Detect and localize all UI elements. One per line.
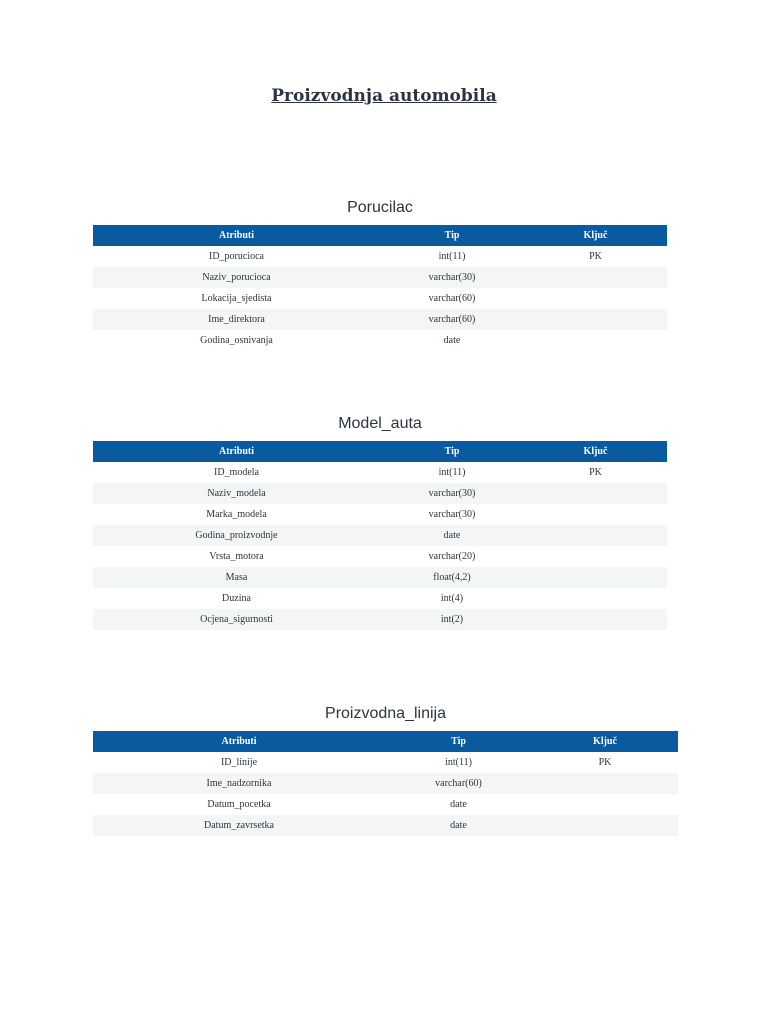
- table-section-model-auta: [93, 413, 667, 630]
- cell-key: [524, 330, 667, 351]
- cell-type: date: [450, 799, 467, 810]
- table-row: [93, 609, 667, 630]
- cell-key: PK: [598, 757, 612, 768]
- column-header-atributi: Atributi: [219, 446, 254, 457]
- schema-table-proizvodna-linija: [93, 731, 678, 836]
- table-row: [93, 773, 678, 794]
- cell-attribute: Godina_osnivanja: [200, 335, 273, 346]
- column-header-tip: Tip: [444, 230, 460, 241]
- table-title: Proizvodna_linija: [325, 705, 446, 722]
- cell-attribute: Vrsta_motora: [209, 551, 264, 562]
- table-row: [93, 246, 667, 267]
- schema-table-model-auta: [93, 441, 667, 630]
- cell-key: [524, 288, 667, 309]
- cell-type: float(4,2): [433, 572, 471, 583]
- table-title: Model_auta: [338, 415, 422, 432]
- column-header-kljuc: Ključ: [583, 230, 608, 241]
- table-row: [93, 330, 667, 351]
- cell-attribute: Naziv_modela: [207, 488, 266, 499]
- column-header-tip: Tip: [444, 446, 460, 457]
- cell-type: date: [443, 335, 461, 346]
- table-row: [93, 815, 678, 836]
- cell-key: [524, 309, 667, 330]
- cell-attribute: Datum_pocetka: [207, 799, 271, 810]
- cell-type: varchar(60): [428, 314, 476, 325]
- table-header-row: [93, 225, 667, 246]
- cell-attribute: Datum_zavrsetka: [204, 820, 274, 831]
- cell-key: PK: [589, 467, 602, 478]
- table-row: [93, 752, 678, 773]
- column-header-kljuc: Ključ: [583, 446, 608, 457]
- table-section-proizvodna-linija: [93, 703, 678, 836]
- cell-attribute: ID_linije: [220, 757, 258, 768]
- cell-type: date: [443, 530, 461, 541]
- table-row: [93, 567, 667, 588]
- cell-key: [524, 609, 667, 630]
- schema-table-porucilac: [93, 225, 667, 351]
- cell-attribute: Naziv_porucioca: [202, 272, 271, 283]
- cell-attribute: Marka_modela: [206, 509, 267, 520]
- table-row: [93, 309, 667, 330]
- cell-key: [524, 504, 667, 525]
- cell-attribute: Lokacija_sjedista: [201, 293, 272, 304]
- cell-attribute: Ime_direktora: [208, 314, 265, 325]
- table-header-row: [93, 731, 678, 752]
- cell-type: varchar(60): [428, 293, 476, 304]
- cell-attribute: Ime_nadzornika: [206, 778, 272, 789]
- cell-key: [524, 588, 667, 609]
- cell-type: int(11): [438, 467, 466, 478]
- column-header-kljuc: Ključ: [593, 736, 617, 747]
- cell-type: int(4): [440, 593, 464, 604]
- cell-key: [524, 267, 667, 288]
- cell-key: PK: [589, 251, 602, 262]
- table-row: [93, 546, 667, 567]
- table-section-porucilac: [93, 197, 667, 351]
- cell-key: [532, 794, 678, 815]
- cell-attribute: Masa: [225, 572, 248, 583]
- table-row: [93, 588, 667, 609]
- cell-key: [524, 567, 667, 588]
- column-header-atributi: Atributi: [221, 736, 257, 747]
- cell-type: int(11): [445, 757, 472, 768]
- cell-type: date: [450, 820, 467, 831]
- table-row: [93, 288, 667, 309]
- column-header-atributi: Atributi: [219, 230, 254, 241]
- cell-attribute: ID_modela: [214, 467, 259, 478]
- cell-type: int(11): [438, 251, 466, 262]
- cell-type: varchar(20): [428, 551, 476, 562]
- cell-key: [532, 815, 678, 836]
- column-header-tip: Tip: [451, 736, 466, 747]
- cell-type: varchar(30): [428, 509, 476, 520]
- page-title: Proizvodnja automobila: [271, 86, 497, 106]
- cell-key: [524, 546, 667, 567]
- cell-key: [524, 483, 667, 504]
- cell-attribute: Ocjena_sigurnosti: [200, 614, 273, 625]
- cell-key: [532, 773, 678, 794]
- cell-attribute: Godina_proizvodnje: [195, 530, 278, 541]
- table-row: [93, 267, 667, 288]
- table-header-row: [93, 441, 667, 462]
- cell-attribute: ID_porucioca: [209, 251, 264, 262]
- table-title: Porucilac: [347, 199, 413, 216]
- cell-type: int(2): [440, 614, 464, 625]
- table-row: [93, 504, 667, 525]
- table-row: [93, 794, 678, 815]
- table-row: [93, 525, 667, 546]
- cell-type: varchar(60): [435, 778, 482, 789]
- cell-type: varchar(30): [428, 272, 476, 283]
- cell-key: [524, 525, 667, 546]
- cell-type: varchar(30): [428, 488, 476, 499]
- cell-attribute: Duzina: [222, 593, 251, 604]
- table-row: [93, 462, 667, 483]
- table-row: [93, 483, 667, 504]
